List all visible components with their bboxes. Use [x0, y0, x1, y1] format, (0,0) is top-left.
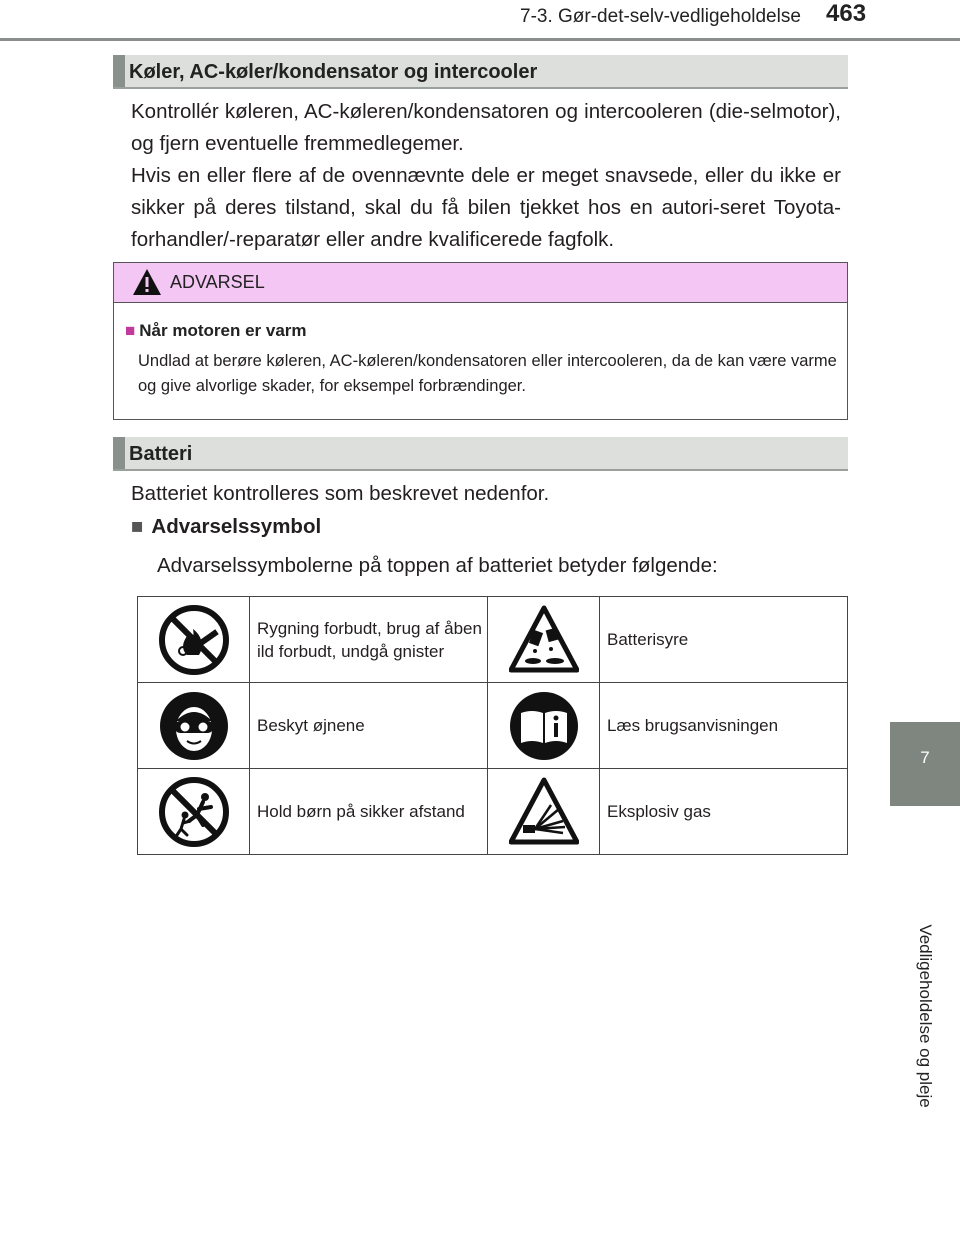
warning-header: [114, 263, 847, 303]
read-manual-icon: [509, 691, 579, 761]
warning-triangle-icon: [132, 267, 162, 297]
symbol-label-cell: [250, 769, 488, 855]
table-row: [138, 683, 848, 769]
battery-intro-text: Batteriet kontrolleres som beskrevet nedenfor.: [131, 482, 550, 505]
chapter-label: Vedligeholdelse og pleje: [916, 924, 935, 1108]
symbol-cell: [138, 597, 250, 683]
corrosive-icon: [509, 605, 579, 675]
page-number: 463: [826, 0, 867, 27]
warning-box: [113, 262, 848, 420]
bullet-square-icon: ■: [131, 515, 144, 538]
section-heading-battery: [113, 437, 848, 471]
bullet-square-icon: ■: [125, 321, 136, 340]
header-rule: [0, 38, 960, 41]
symbol-label-cell: [250, 597, 488, 683]
warning-symbols-table: [137, 596, 848, 855]
radiator-para-1: Kontrollér køleren, AC-køleren/kondensatoren og intercooleren (die-selmotor), og fjern eventuelle fremmedlegemer.: [131, 100, 841, 155]
battery-intro: [131, 478, 841, 510]
keep-children-away-icon: [159, 777, 229, 847]
header-section-title: 7-3. Gør-det-selv-vedligeholdelse: [520, 6, 801, 27]
heading-bar: [113, 437, 125, 469]
eye-protection-icon: [159, 691, 229, 761]
table-row: [138, 769, 848, 855]
radiator-paragraphs: [131, 96, 841, 256]
bullet-heading-text: Advarselssymbol: [151, 515, 322, 538]
symbol-label: Hold børn på sikker afstand: [257, 802, 465, 821]
symbol-label: Batterisyre: [607, 630, 689, 649]
bullet-body-text: Advarselssymbolerne på toppen af batteriet betyder følgende:: [157, 554, 718, 577]
symbol-label: Rygning forbudt, brug af åben ild forbudt, undgå gnister: [257, 618, 482, 661]
symbol-label: Læs brugsanvisningen: [607, 716, 779, 735]
symbol-label-cell: [600, 597, 848, 683]
warning-body: Undlad at berøre køleren, AC-køleren/kondensatoren eller intercooleren, da de kan være varme og give alvorlige skader, for eksempel forbrændinger.: [138, 352, 837, 395]
symbol-cell: [488, 769, 600, 855]
section-heading-text: Køler, AC-køler/kondensator og intercooler: [129, 61, 538, 83]
radiator-para-2: Hvis en eller flere af de ovennævnte dele er meget snavsede, eller du ikke er sikker på deres tilstand, skal du få bilen tjekket hos en autori-seret Toyota-forhandler/-reparatør eller andre kvalificerede fagfolk.: [131, 164, 841, 251]
section-heading-text: Batteri: [129, 443, 193, 465]
symbol-cell: [488, 597, 600, 683]
warning-subheading: [125, 321, 307, 341]
symbol-label-cell: [600, 683, 848, 769]
section-heading-radiator: [113, 55, 848, 89]
bullet-heading: [131, 515, 321, 539]
symbol-label: Eksplosiv gas: [607, 802, 711, 821]
symbol-label-cell: [250, 683, 488, 769]
bullet-body: [157, 550, 847, 582]
symbol-cell: [138, 683, 250, 769]
chapter-number: 7: [920, 748, 930, 767]
explosive-icon: [509, 777, 579, 847]
symbol-cell: [138, 769, 250, 855]
symbol-label-cell: [600, 769, 848, 855]
heading-bar: [113, 55, 125, 87]
no-smoking-icon: [159, 605, 229, 675]
table-row: [138, 597, 848, 683]
warning-label: ADVARSEL: [170, 272, 265, 292]
symbol-label: Beskyt øjnene: [257, 716, 365, 735]
warning-subheading-text: Når motoren er varm: [139, 321, 307, 340]
symbol-cell: [488, 683, 600, 769]
